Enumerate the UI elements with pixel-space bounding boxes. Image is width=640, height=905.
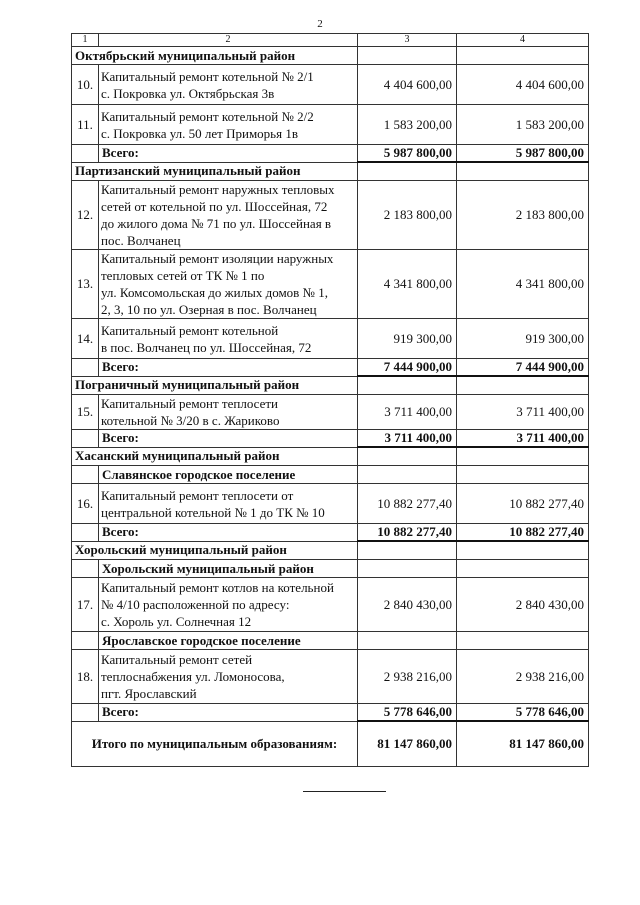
- table-row: [72, 105, 589, 145]
- row-description: Капитальный ремонт котельной в пос. Волчанец по ул. Шоссейная, 72: [99, 319, 358, 359]
- row-description: Капитальный ремонт котельной № 2/2 с. Покровка ул. 50 лет Приморья 1в: [99, 105, 358, 145]
- total-label: Всего:: [99, 145, 358, 163]
- row-value-col3: 3 711 400,00: [358, 395, 457, 430]
- row-number: 17.: [72, 578, 99, 632]
- column-header: 3: [358, 34, 457, 47]
- row-value-col4: 10 882 277,40: [457, 484, 589, 524]
- row-number: 16.: [72, 484, 99, 524]
- row-number: 15.: [72, 395, 99, 430]
- section-row: [72, 162, 589, 181]
- column-header-row: [72, 34, 589, 47]
- section-row: [72, 376, 589, 395]
- row-value-col4: 4 341 800,00: [457, 250, 589, 319]
- total-value-col3: 3 711 400,00: [358, 430, 457, 448]
- row-value-col4: 2 183 800,00: [457, 181, 589, 250]
- subsection-title: Хорольский муниципальный район: [99, 560, 358, 578]
- row-value-col3: 2 938 216,00: [358, 650, 457, 704]
- table-row: [72, 578, 589, 632]
- row-value-col3: 2 183 800,00: [358, 181, 457, 250]
- column-header: 1: [72, 34, 99, 47]
- row-description: Капитальный ремонт сетей теплоснабжения ул. Ломоносова, пгт. Ярославский: [99, 650, 358, 704]
- row-value-col3: 1 583 200,00: [358, 105, 457, 145]
- section-title: Партизанский муниципальный район: [72, 162, 358, 181]
- subsection-title: Славянское городское поселение: [99, 466, 358, 484]
- row-number: 12.: [72, 181, 99, 250]
- page-number: 2: [317, 18, 323, 30]
- table-row: [72, 65, 589, 105]
- total-label: Всего:: [99, 359, 358, 377]
- section-title: Пограничный муниципальный район: [72, 376, 358, 395]
- table-row: [72, 250, 589, 319]
- column-header: 2: [99, 34, 358, 47]
- budget-table: [71, 33, 589, 767]
- row-description: Капитальный ремонт теплосети котельной № 3/20 в с. Жариково: [99, 395, 358, 430]
- row-number: 10.: [72, 65, 99, 105]
- row-number: 11.: [72, 105, 99, 145]
- section-row: [72, 447, 589, 466]
- section-row: [72, 47, 589, 65]
- row-value-col3: 2 840 430,00: [358, 578, 457, 632]
- section-title: Октябрьский муниципальный район: [72, 47, 358, 65]
- grand-total-row: [72, 721, 589, 767]
- row-value-col3: 10 882 277,40: [358, 484, 457, 524]
- grand-total-col3: 81 147 860,00: [358, 721, 457, 767]
- subsection-title: Ярославское городское поселение: [99, 632, 358, 650]
- total-value-col4: 5 778 646,00: [457, 704, 589, 722]
- total-value-col4: 3 711 400,00: [457, 430, 589, 448]
- grand-total-col4: 81 147 860,00: [457, 721, 589, 767]
- section-title: Хорольский муниципальный район: [72, 541, 358, 560]
- table-row: [72, 650, 589, 704]
- column-header: 4: [457, 34, 589, 47]
- total-row: [72, 145, 589, 163]
- row-description: Капитальный ремонт наружных тепловых сетей от котельной по ул. Шоссейная, 72 до жилого дома № 71 по ул. Шоссейная в пос. Волчанец: [99, 181, 358, 250]
- total-label: Всего:: [99, 524, 358, 542]
- total-row: [72, 430, 589, 448]
- row-value-col3: 4 341 800,00: [358, 250, 457, 319]
- total-label: Всего:: [99, 430, 358, 448]
- total-row: [72, 359, 589, 377]
- row-value-col4: 919 300,00: [457, 319, 589, 359]
- grand-total-label: Итого по муниципальным образованиям:: [72, 721, 358, 767]
- row-description: Капитальный ремонт котельной № 2/1 с. Покровка ул. Октябрьская 3в: [99, 65, 358, 105]
- row-value-col4: 1 583 200,00: [457, 105, 589, 145]
- row-value-col4: 2 938 216,00: [457, 650, 589, 704]
- table-row: [72, 395, 589, 430]
- total-row: [72, 524, 589, 542]
- subsection-row: [72, 466, 589, 484]
- total-value-col4: 5 987 800,00: [457, 145, 589, 163]
- row-number: 14.: [72, 319, 99, 359]
- table-row: [72, 484, 589, 524]
- row-number: 18.: [72, 650, 99, 704]
- section-title: Хасанский муниципальный район: [72, 447, 358, 466]
- row-number: 13.: [72, 250, 99, 319]
- row-value-col3: 4 404 600,00: [358, 65, 457, 105]
- row-value-col3: 919 300,00: [358, 319, 457, 359]
- row-value-col4: 3 711 400,00: [457, 395, 589, 430]
- total-label: Всего:: [99, 704, 358, 722]
- subsection-row: [72, 560, 589, 578]
- total-value-col3: 10 882 277,40: [358, 524, 457, 542]
- total-value-col3: 5 778 646,00: [358, 704, 457, 722]
- total-value-col3: 5 987 800,00: [358, 145, 457, 163]
- row-description: Капитальный ремонт котлов на котельной № 4/10 расположенной по адресу: с. Хороль ул. Солнечная 12: [99, 578, 358, 632]
- total-value-col4: 10 882 277,40: [457, 524, 589, 542]
- footer-divider: [303, 791, 386, 792]
- table-row: [72, 319, 589, 359]
- subsection-row: [72, 632, 589, 650]
- total-value-col3: 7 444 900,00: [358, 359, 457, 377]
- row-description: Капитальный ремонт изоляции наружных тепловых сетей от ТК № 1 по ул. Комсомольская до жилых домов № 1, 2, 3, 10 по ул. Озерная в пос. Волчанец: [99, 250, 358, 319]
- section-row: [72, 541, 589, 560]
- row-description: Капитальный ремонт теплосети от центральной котельной № 1 до ТК № 10: [99, 484, 358, 524]
- row-value-col4: 2 840 430,00: [457, 578, 589, 632]
- row-value-col4: 4 404 600,00: [457, 65, 589, 105]
- total-value-col4: 7 444 900,00: [457, 359, 589, 377]
- total-row: [72, 704, 589, 722]
- table-row: [72, 181, 589, 250]
